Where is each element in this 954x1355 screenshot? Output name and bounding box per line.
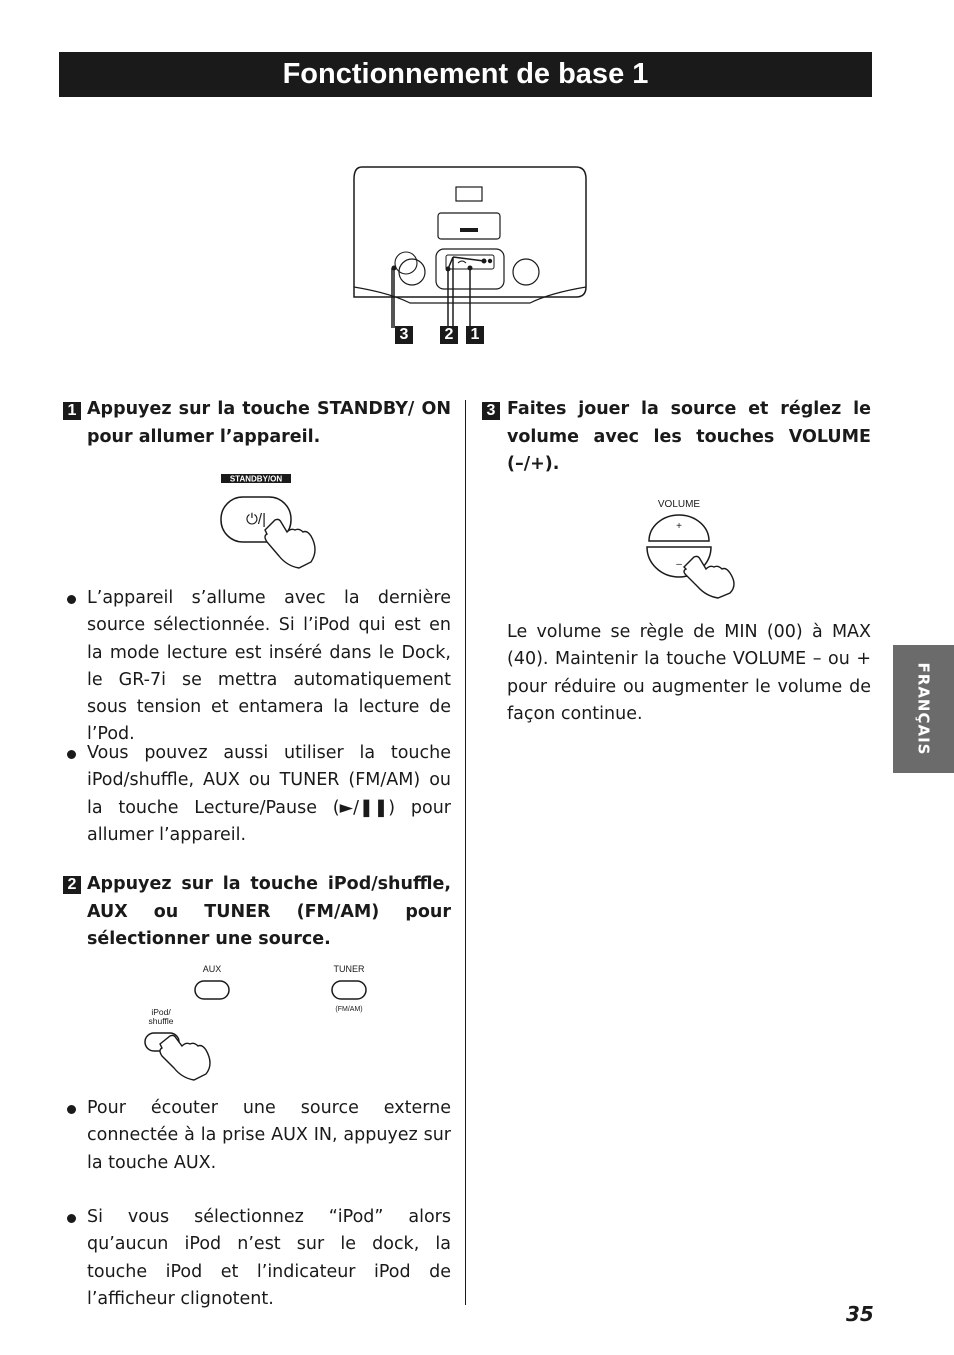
tuner-sublabel: (FM/AM) [335,1006,363,1013]
ipod-label-1: iPod/ [151,1007,171,1017]
volume-plus-label: + [676,521,682,532]
standby-symbol: ⏻/| [246,511,266,528]
standby-label: STANDBY/ON [229,474,283,484]
source-buttons-illustration [140,960,390,1085]
aux-label: AUX [202,964,222,974]
bullet-1-1 [67,595,76,604]
column-divider [465,400,466,1305]
tuner-label: TUNER [333,964,365,974]
language-tab [893,645,954,773]
step-3-paragraph: Le volume se règle de MIN (00) à MAX (40). Maintenir la touche VOLUME – ou + pour réduire ou augmenter le volume de façon continue. [507,622,871,724]
step-2-text: Appuyez sur la touche iPod/shuffle, AUX ou TUNER (FM/AM) pour sélectionner une source. [87,874,451,949]
bullet-2-1 [67,1105,76,1114]
bullet-1-2 [67,750,76,759]
step-3-text: Faites jouer la source et réglez le volume avec les touches VOLUME (–/+). [507,399,871,474]
volume-label: VOLUME [657,499,701,510]
step-1-bullet-2: Vous pouvez aussi utiliser la touche iPod/shuffle, AUX ou TUNER (FM/AM) ou la touche Lecture/Pause (►/❚❚) pour allumer l’appareil. [87,743,451,845]
page-number: 35 [846,1302,874,1326]
volume-buttons-illustration [640,495,750,600]
step-2-bullet-2: Si vous sélectionnez “iPod” alors qu’aucun iPod n’est sur le dock, la touche iPod et l’indicateur iPod de l’afficheur clignotent. [87,1207,451,1309]
standby-button-illustration [215,470,325,570]
step-2-bullet-1: Pour écouter une source externe connectée à la prise AUX IN, appuyez sur la touche AUX. [87,1098,451,1173]
device-illustration [350,165,590,350]
callout-1: 1 [466,326,484,344]
step-1-number: 1 [63,402,81,420]
callout-2: 2 [440,326,458,344]
step-2-number: 2 [63,876,81,894]
ipod-label-2: shuffle [148,1016,174,1026]
bullet-2-2 [67,1214,76,1223]
language-tab-label: FRANÇAIS [914,662,933,756]
step-1-text: Appuyez sur la touche STANDBY/ ON pour allumer l’appareil. [87,399,451,447]
callout-3: 3 [395,326,413,344]
step-1-bullet-1: L’appareil s’allume avec la dernière source sélectionnée. Si l’iPod qui est en la mode lecture est inséré dans le Dock, le GR-7i se mettra automatiquement sous tension et entamera la lecture de l’Pod. [87,588,451,745]
page-title: Fonctionnement de base 1 [59,52,872,97]
step-3-number: 3 [482,402,500,420]
volume-minus-label: – [676,559,682,570]
